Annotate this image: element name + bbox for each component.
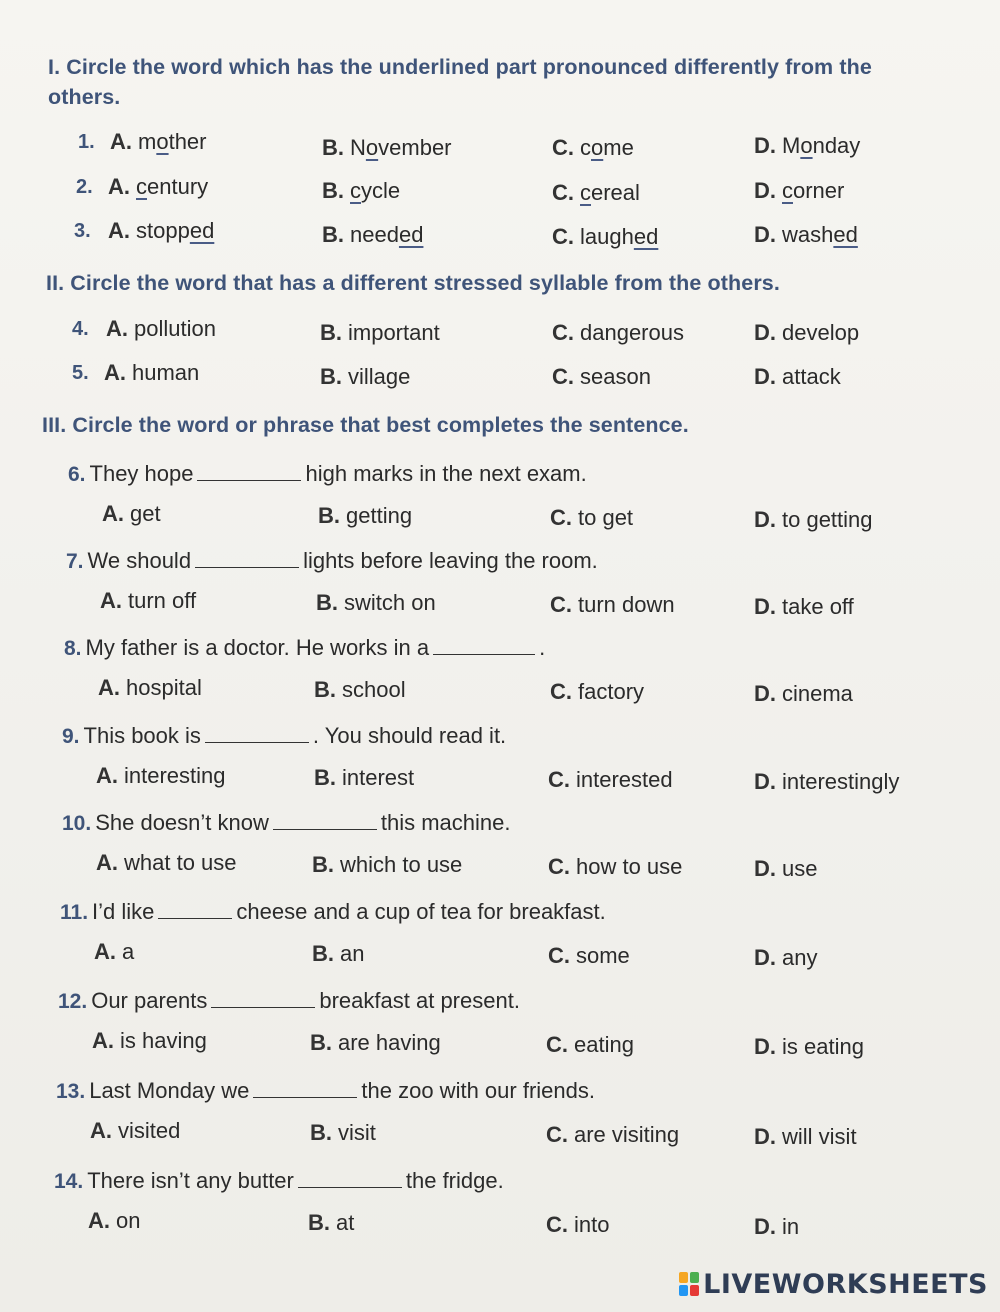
- option-b[interactable]: B. needed: [322, 222, 424, 247]
- question-number: 3.: [74, 220, 91, 242]
- option-a[interactable]: A. get: [102, 501, 161, 526]
- option-b[interactable]: B. an: [312, 941, 365, 966]
- sentence-start: There isn’t any butter: [87, 1168, 294, 1193]
- options-row: [0, 497, 1000, 531]
- option-a[interactable]: A. hospital: [98, 675, 202, 700]
- sentence-end: the fridge.: [405, 1168, 504, 1193]
- question-row: [0, 356, 1000, 390]
- question-number: 5.: [72, 362, 89, 384]
- option-c[interactable]: C. factory: [550, 679, 645, 704]
- question-number: 6.: [68, 463, 86, 486]
- option-b[interactable]: B. village: [320, 364, 411, 389]
- question-text: [58, 984, 520, 1019]
- option-c[interactable]: C. cereal: [552, 180, 640, 205]
- answer-blank[interactable]: [211, 989, 315, 1008]
- option-d[interactable]: D. cinema: [754, 681, 853, 706]
- question-text: [64, 631, 545, 666]
- option-c[interactable]: C. season: [552, 364, 651, 389]
- question-number: 9.: [62, 725, 80, 748]
- option-c[interactable]: C. are visiting: [546, 1122, 680, 1147]
- question-sentence: [0, 631, 1000, 665]
- option-a[interactable]: A. is having: [92, 1028, 207, 1053]
- question-number: 8.: [64, 637, 82, 660]
- question-number: 12.: [58, 990, 88, 1013]
- question-text: [60, 895, 606, 930]
- option-d[interactable]: D. Monday: [754, 133, 861, 158]
- option-d[interactable]: D. any: [754, 945, 818, 970]
- logo-icon: [679, 1272, 699, 1296]
- option-d[interactable]: D. in: [754, 1214, 800, 1239]
- option-c[interactable]: C. turn down: [550, 592, 675, 617]
- option-c[interactable]: C. into: [546, 1212, 610, 1237]
- option-c[interactable]: C. interested: [548, 767, 673, 792]
- sentence-end: the zoo with our friends.: [361, 1078, 595, 1103]
- option-b[interactable]: B. switch on: [316, 590, 436, 615]
- option-a[interactable]: A. mother: [110, 129, 207, 154]
- options-row: [0, 935, 1000, 969]
- liveworksheets-logo: [679, 1266, 988, 1302]
- option-a[interactable]: A. pollution: [106, 316, 216, 341]
- option-a[interactable]: A. interesting: [96, 763, 226, 788]
- sentence-start: This book is: [83, 723, 201, 748]
- section-1-heading: I. Circle the word which has the underlined part pronounced differently from the others.: [48, 55, 872, 109]
- option-b[interactable]: B. cycle: [322, 178, 401, 203]
- option-a[interactable]: A. stopped: [108, 218, 215, 243]
- option-b[interactable]: B. at: [308, 1210, 355, 1235]
- sentence-end: this machine.: [380, 810, 511, 835]
- question-sentence: [0, 1074, 1000, 1108]
- option-a[interactable]: A. on: [88, 1208, 141, 1233]
- question-number: 11.: [60, 901, 89, 924]
- option-b[interactable]: B. which to use: [312, 852, 463, 877]
- options-row: [0, 759, 1000, 793]
- option-a[interactable]: A. a: [94, 939, 135, 964]
- option-b[interactable]: B. important: [320, 320, 440, 345]
- option-c[interactable]: C. some: [548, 943, 630, 968]
- option-a[interactable]: A. human: [104, 360, 200, 385]
- answer-blank[interactable]: [298, 1169, 402, 1188]
- question-sentence: [0, 544, 1000, 578]
- question-text: [56, 1074, 595, 1109]
- sentence-end: cheese and a cup of tea for breakfast.: [236, 899, 606, 924]
- question-sentence: [0, 806, 1000, 840]
- question-sentence: [0, 457, 1000, 491]
- option-d[interactable]: D. will visit: [754, 1124, 857, 1149]
- sentence-start: My father is a doctor. He works in a: [85, 635, 430, 660]
- option-a[interactable]: A. what to use: [96, 850, 237, 875]
- options-row: [0, 1114, 1000, 1148]
- sentence-start: They hope: [89, 461, 194, 486]
- sentence-start: We should: [87, 548, 192, 573]
- section-2-heading: II. Circle the word that has a different stressed syllable from the others.: [46, 271, 780, 295]
- sentence-end: . You should read it.: [312, 723, 507, 748]
- question-text: [66, 544, 598, 579]
- option-d[interactable]: D. take off: [754, 594, 854, 619]
- option-b[interactable]: B. November: [322, 135, 452, 160]
- options-row: [0, 584, 1000, 618]
- answer-blank[interactable]: [195, 549, 299, 568]
- option-a[interactable]: A. turn off: [100, 588, 197, 613]
- options-row: [0, 671, 1000, 705]
- question-row: [0, 125, 1000, 159]
- question-number: 13.: [56, 1080, 86, 1103]
- option-b[interactable]: B. interest: [314, 765, 415, 790]
- logo-text: LIVEWORKSHEETS: [703, 1268, 988, 1300]
- sentence-end: .: [539, 635, 546, 660]
- question-row: [0, 312, 1000, 346]
- option-d[interactable]: D. attack: [754, 364, 841, 389]
- question-number: 4.: [72, 318, 89, 340]
- options-row: [0, 1204, 1000, 1238]
- question-sentence: [0, 984, 1000, 1018]
- question-number: 14.: [54, 1170, 84, 1193]
- option-b[interactable]: B. school: [314, 677, 406, 702]
- option-c[interactable]: C. come: [552, 135, 634, 160]
- option-a[interactable]: A. visited: [90, 1118, 181, 1143]
- option-c[interactable]: C. dangerous: [552, 320, 684, 345]
- option-c[interactable]: C. to get: [550, 505, 634, 530]
- section-3-heading: III. Circle the word or phrase that best completes the sentence.: [42, 413, 689, 437]
- option-d[interactable]: D. washed: [754, 222, 858, 247]
- option-d[interactable]: D. develop: [754, 320, 860, 345]
- sentence-end: lights before leaving the room.: [303, 548, 598, 573]
- question-sentence: [0, 719, 1000, 753]
- option-b[interactable]: B. getting: [318, 503, 413, 528]
- sentence-start: Last Monday we: [89, 1078, 250, 1103]
- answer-blank[interactable]: [158, 900, 232, 919]
- option-b[interactable]: B. are having: [310, 1030, 441, 1055]
- sentence-start: She doesn’t know: [95, 810, 269, 835]
- answer-blank[interactable]: [253, 1079, 357, 1098]
- question-sentence: [0, 1164, 1000, 1198]
- sentence-start: Our parents: [91, 988, 208, 1013]
- option-d[interactable]: D. use: [754, 856, 818, 881]
- sentence-end: high marks in the next exam.: [305, 461, 587, 486]
- option-d[interactable]: D. interestingly: [754, 769, 900, 794]
- question-number: 10.: [62, 812, 92, 835]
- answer-blank[interactable]: [197, 462, 301, 481]
- sentence-end: breakfast at present.: [319, 988, 520, 1013]
- option-d[interactable]: D. is eating: [754, 1034, 864, 1059]
- option-c[interactable]: C. how to use: [548, 854, 683, 879]
- option-b[interactable]: B. visit: [310, 1120, 376, 1145]
- sentence-start: I’d like: [92, 899, 155, 924]
- question-text: [62, 719, 506, 754]
- option-d[interactable]: D. to getting: [754, 507, 873, 532]
- question-number: 2.: [76, 176, 93, 198]
- question-row: [0, 214, 1000, 248]
- question-text: [62, 806, 511, 841]
- question-number: 1.: [78, 131, 95, 153]
- answer-blank[interactable]: [205, 724, 309, 743]
- question-sentence: [0, 895, 1000, 929]
- question-text: [68, 457, 587, 492]
- answer-blank[interactable]: [433, 636, 535, 655]
- question-number: 7.: [66, 550, 84, 573]
- options-row: [0, 1024, 1000, 1058]
- options-row: [0, 846, 1000, 880]
- option-c[interactable]: C. laughed: [552, 224, 659, 249]
- question-row: [0, 170, 1000, 204]
- option-c[interactable]: C. eating: [546, 1032, 634, 1057]
- option-a[interactable]: A. century: [108, 174, 209, 199]
- option-d[interactable]: D. corner: [754, 178, 845, 203]
- answer-blank[interactable]: [273, 811, 377, 830]
- question-text: [54, 1164, 504, 1199]
